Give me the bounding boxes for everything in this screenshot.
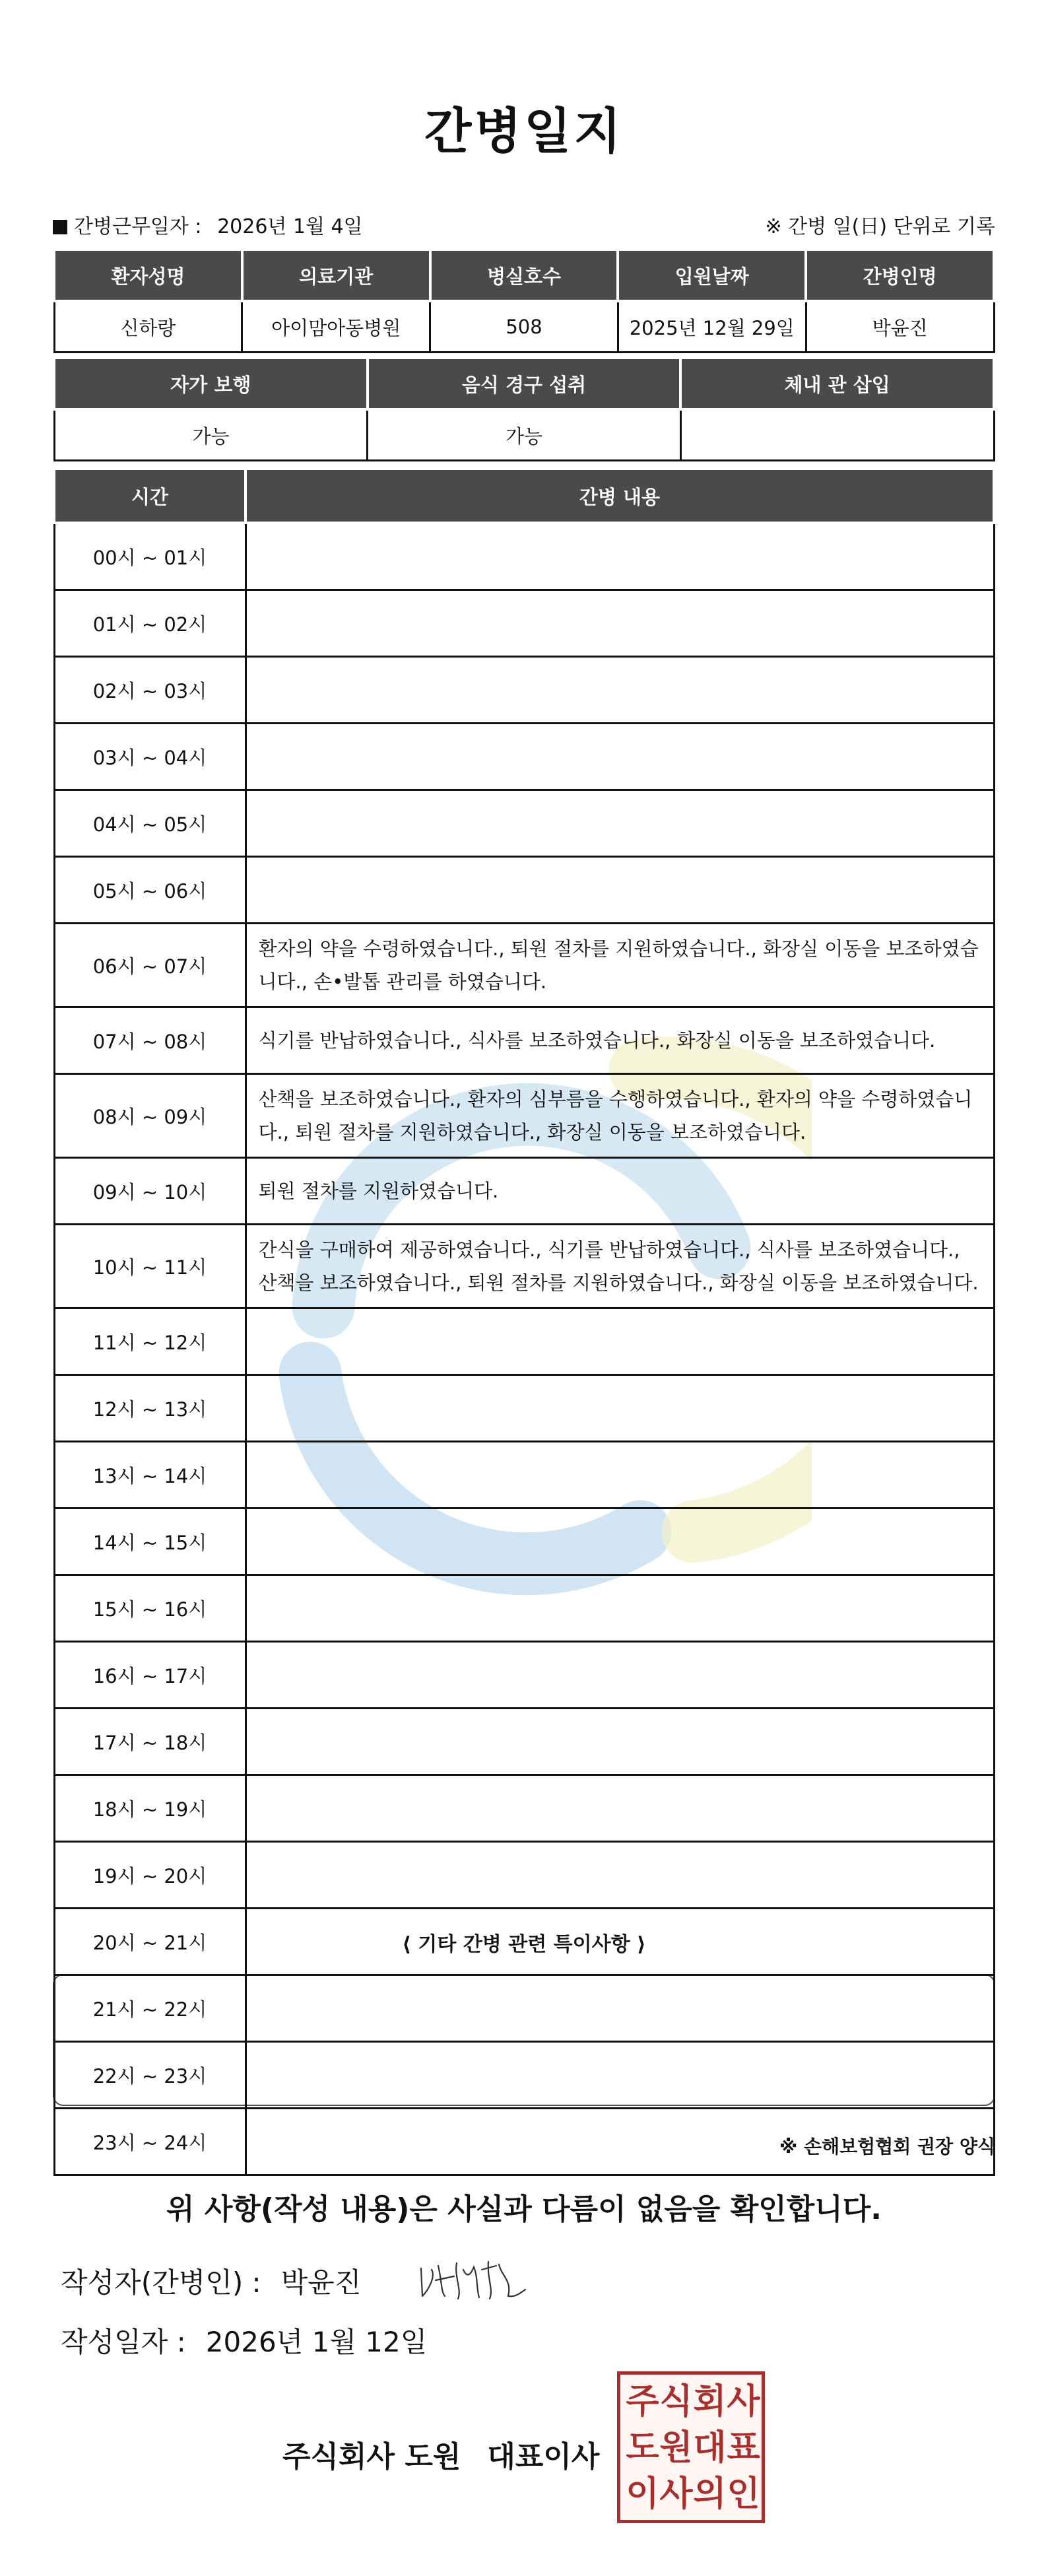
seal-char: 사 [659, 2474, 693, 2514]
log-time: 19시 ~ 20시 [54, 1842, 246, 1909]
log-time: 07시 ~ 08시 [54, 1007, 246, 1074]
writer-line [61, 2261, 361, 2301]
patient-status-table [53, 356, 995, 461]
log-row [54, 1709, 994, 1775]
header-caregiver: 간병인명 [806, 250, 994, 301]
log-content: 식기를 반납하였습니다., 식사를 보조하였습니다., 화장실 이동을 보조하였습니다. [246, 1007, 994, 1074]
log-time: 00시 ~ 01시 [54, 523, 246, 590]
seal-char: 이 [626, 2474, 659, 2514]
log-content [246, 1375, 994, 1442]
standard-form-note: ※ 손해보험협회 권장 양식 [779, 2136, 995, 2157]
log-time: 01시 ~ 02시 [54, 590, 246, 657]
log-time: 08시 ~ 09시 [54, 1074, 246, 1158]
care-log-body [54, 523, 994, 2175]
header-tube: 체내 관 삽입 [680, 358, 994, 409]
seal-char: 식 [659, 2381, 693, 2422]
record-unit-note: ※ 간병 일(日) 단위로 기록 [765, 215, 995, 238]
log-time: 09시 ~ 10시 [54, 1158, 246, 1225]
log-content [246, 724, 994, 790]
log-row [54, 1007, 994, 1074]
seal-char: 회 [693, 2381, 727, 2422]
log-content [246, 1842, 994, 1909]
tube-status [680, 409, 994, 461]
company-name: 주식회사 도원 [282, 2440, 461, 2474]
log-time: 02시 ~ 03시 [54, 657, 246, 724]
log-content [246, 1909, 994, 1975]
log-row [54, 1909, 994, 1975]
notes-title: ⟨ 기타 간병 관련 특이사항 ⟩ [402, 1933, 646, 1956]
caregiver-name: 박윤진 [806, 301, 994, 353]
log-row [54, 1308, 994, 1375]
company-line [282, 2433, 599, 2475]
log-content [246, 657, 994, 724]
log-row [54, 1375, 994, 1442]
header-oral-intake: 음식 경구 섭취 [368, 358, 681, 409]
header-time: 시간 [54, 469, 246, 523]
log-time: 05시 ~ 06시 [54, 857, 246, 924]
seal-char: 사 [727, 2381, 760, 2422]
oral-intake-status: 가능 [368, 409, 681, 461]
log-content [246, 1575, 994, 1642]
log-row [54, 1642, 994, 1709]
log-row [54, 1074, 994, 1158]
log-time: 18시 ~ 19시 [54, 1775, 246, 1842]
header-room: 병실호수 [430, 250, 618, 301]
written-date-label: 작성일자 : [61, 2326, 186, 2358]
seal-characters [626, 2379, 760, 2517]
log-time: 12시 ~ 13시 [54, 1375, 246, 1442]
header-walking: 자가 보행 [54, 358, 368, 409]
patient-info-table [53, 248, 995, 353]
log-row [54, 523, 994, 590]
log-time: 03시 ~ 04시 [54, 724, 246, 790]
log-row [54, 1508, 994, 1575]
care-log-table [53, 467, 995, 2176]
log-row [54, 1842, 994, 1909]
log-row [54, 1575, 994, 1642]
log-content [246, 1709, 994, 1775]
ceo-title: 대표이사 [487, 2440, 600, 2474]
log-row [54, 2109, 994, 2175]
log-content: 퇴원 절차를 지원하였습니다. [246, 1158, 994, 1225]
written-date-value: 2026년 1월 12일 [205, 2326, 428, 2358]
seal-char: 대 [693, 2427, 727, 2468]
header-admit-date: 입원날짜 [618, 250, 806, 301]
log-time: 11시 ~ 12시 [54, 1308, 246, 1375]
log-time: 06시 ~ 07시 [54, 924, 246, 1007]
log-row [54, 2042, 994, 2109]
log-row [54, 657, 994, 724]
log-row [54, 924, 994, 1007]
admit-date: 2025년 12월 29일 [618, 301, 806, 353]
log-content: 산책을 보조하였습니다., 환자의 심부름을 수행하였습니다., 환자의 약을 수령하였습니다., 퇴원 절차를 지원하였습니다., 화장실 이동을 보조하였습니다. [246, 1074, 994, 1158]
log-time: 04시 ~ 05시 [54, 790, 246, 857]
log-content [246, 790, 994, 857]
log-row [54, 1158, 994, 1225]
log-row [54, 1975, 994, 2042]
patient-name: 신하랑 [54, 301, 242, 353]
seal-char: 의 [693, 2474, 727, 2514]
seal-char: 도 [626, 2427, 659, 2468]
header-care-content: 간병 내용 [246, 469, 994, 523]
company-seal [617, 2371, 765, 2523]
log-row [54, 790, 994, 857]
confirmation-statement: 위 사항(작성 내용)은 사실과 다름이 없음을 확인합니다. [166, 2192, 882, 2226]
work-date-value: 2026년 1월 4일 [217, 215, 363, 238]
hospital-name: 아이맘아동병원 [242, 301, 430, 353]
log-time: 20시 ~ 21시 [54, 1909, 246, 1975]
seal-char: 주 [626, 2381, 659, 2422]
written-date-line [61, 2321, 427, 2360]
log-content: 간식을 구매하여 제공하였습니다., 식기를 반납하였습니다., 식사를 보조하였습니다., 산책을 보조하였습니다., 퇴원 절차를 지원하였습니다., 화장실 이동을 보조하였습니다. [246, 1225, 994, 1308]
log-time: 14시 ~ 15시 [54, 1508, 246, 1575]
seal-char: 원 [659, 2427, 693, 2468]
log-row [54, 1225, 994, 1308]
log-content [246, 1775, 994, 1842]
log-time: 15시 ~ 16시 [54, 1575, 246, 1642]
log-row [54, 857, 994, 924]
work-date-label: 간병근무일자 : [74, 215, 202, 238]
log-time: 22시 ~ 23시 [54, 2042, 246, 2109]
header-hospital: 의료기관 [242, 250, 430, 301]
log-content [246, 1975, 994, 2042]
log-time: 21시 ~ 22시 [54, 1975, 246, 2042]
log-time: 17시 ~ 18시 [54, 1709, 246, 1775]
work-date [53, 210, 363, 239]
page-title: 간병일지 [424, 103, 624, 160]
walking-status: 가능 [54, 409, 368, 461]
header-patient-name: 환자성명 [54, 250, 242, 301]
log-content [246, 523, 994, 590]
log-content [246, 2042, 994, 2109]
log-content [246, 1642, 994, 1709]
square-bullet-icon [53, 220, 67, 234]
log-content [246, 1508, 994, 1575]
seal-char: 표 [727, 2427, 760, 2468]
seal-char: 인 [727, 2474, 760, 2514]
log-row [54, 590, 994, 657]
log-content [246, 1442, 994, 1508]
log-time: 10시 ~ 11시 [54, 1225, 246, 1308]
log-row [54, 1775, 994, 1842]
log-content [246, 1308, 994, 1375]
log-row [54, 1442, 994, 1508]
signature-image [416, 2250, 528, 2309]
log-content [246, 590, 994, 657]
log-time: 13시 ~ 14시 [54, 1442, 246, 1508]
writer-label: 작성자(간병인) : [61, 2266, 261, 2299]
writer-name: 박윤진 [280, 2266, 362, 2299]
log-content: 환자의 약을 수령하였습니다., 퇴원 절차를 지원하였습니다., 화장실 이동을 보조하였습니다., 손•발톱 관리를 하였습니다. [246, 924, 994, 1007]
room-number: 508 [430, 301, 618, 353]
log-content [246, 2109, 994, 2175]
log-time: 16시 ~ 17시 [54, 1642, 246, 1709]
log-content [246, 857, 994, 924]
log-row [54, 724, 994, 790]
log-time: 23시 ~ 24시 [54, 2109, 246, 2175]
